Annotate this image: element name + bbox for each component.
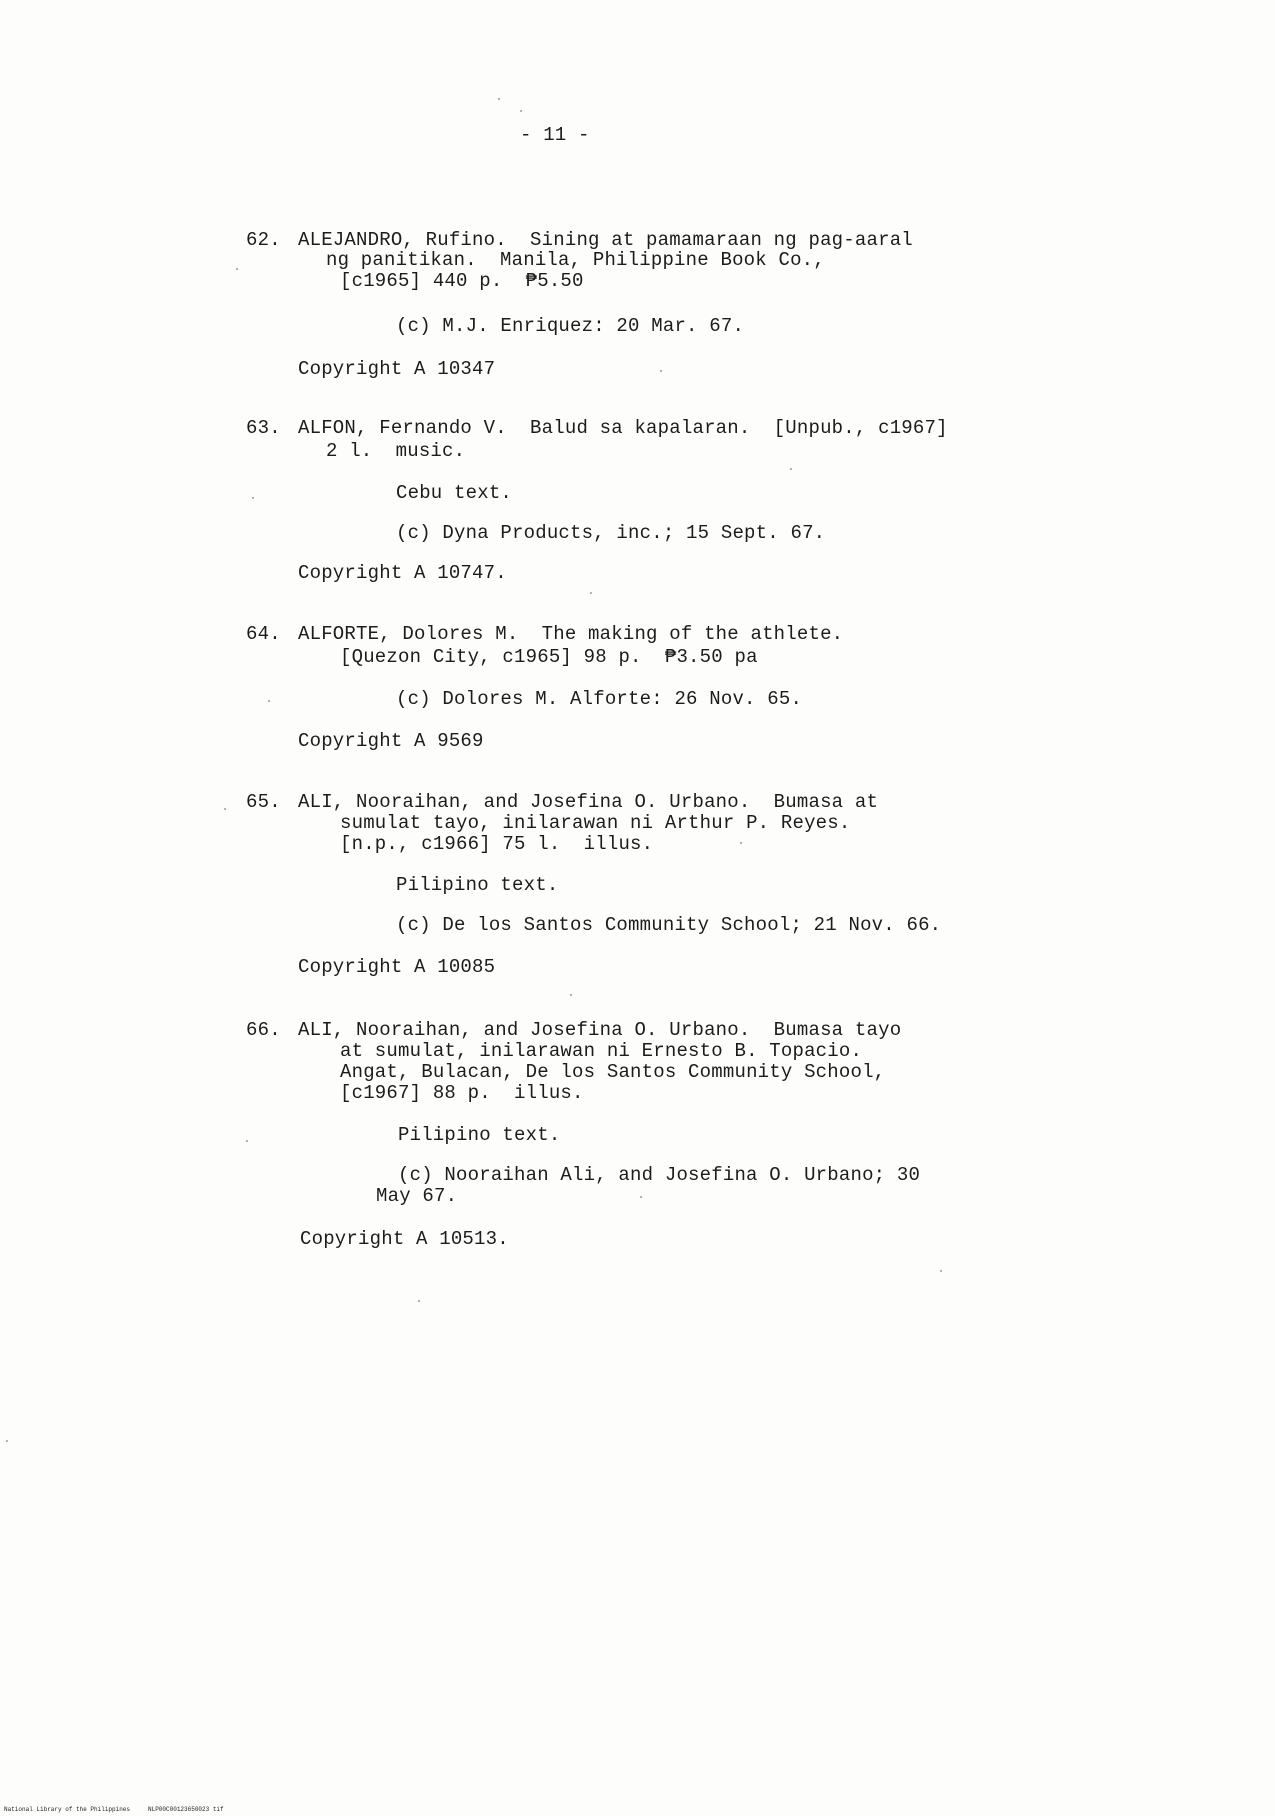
claimant-line: (c) M.J. Enriquez: 20 Mar. 67.	[396, 315, 745, 337]
entry-number: 64.	[246, 623, 281, 645]
entry-line: 2 l. music.	[326, 440, 466, 462]
claimant-line: (c) De los Santos Community School; 21 Nov. 66.	[396, 914, 942, 936]
entry-number: 62.	[246, 229, 281, 251]
entry-line: [Quezon City, c1965] 98 p. ₱3.50 pa	[340, 646, 758, 668]
note-line: Pilipino text.	[398, 1124, 561, 1146]
entry-line: ng panitikan. Manila, Philippine Book Co.,	[326, 249, 825, 271]
note-line: Pilipino text.	[396, 874, 559, 896]
copyright-number: Copyright A 10513.	[300, 1228, 509, 1250]
copyright-number: Copyright A 10347	[298, 358, 496, 380]
claimant-line: (c) Dyna Products, inc.; 15 Sept. 67.	[396, 522, 826, 544]
entry-line: ALEJANDRO, Rufino. Sining at pamamaraan ng pag-aaral	[298, 229, 913, 251]
copyright-number: Copyright A 9569	[298, 730, 484, 752]
note-line: Cebu text.	[396, 482, 513, 504]
scan-footer: National Library of the Philippines NLP00C00123650023 tif	[4, 1806, 224, 1813]
entry-line: ALFORTE, Dolores M. The making of the athlete.	[298, 623, 844, 645]
claimant-line: (c) Dolores M. Alforte: 26 Nov. 65.	[396, 688, 803, 710]
entry-line: [c1965] 440 p. ₱5.50	[340, 270, 584, 292]
entry-number: 65.	[246, 791, 281, 813]
entry-line: ALI, Nooraihan, and Josefina O. Urbano. Bumasa tayo	[298, 1019, 902, 1041]
copyright-number: Copyright A 10747.	[298, 562, 507, 584]
page-number: - 11 -	[520, 124, 590, 146]
entry-line: [n.p., c1966] 75 l. illus.	[340, 833, 654, 855]
entry-line: ALI, Nooraihan, and Josefina O. Urbano. Bumasa at	[298, 791, 879, 813]
entry-line: Angat, Bulacan, De los Santos Community School,	[340, 1061, 886, 1083]
claimant-line: (c) Nooraihan Ali, and Josefina O. Urbano; 30	[398, 1164, 921, 1186]
entry-number: 66.	[246, 1019, 281, 1041]
entry-line: ALFON, Fernando V. Balud sa kapalaran. [Unpub., c1967]	[298, 417, 948, 439]
copyright-number: Copyright A 10085	[298, 956, 496, 978]
claimant-line-continued: May 67.	[376, 1185, 458, 1207]
entry-line: sumulat tayo, inilarawan ni Arthur P. Reyes.	[340, 812, 851, 834]
entry-line: at sumulat, inilarawan ni Ernesto B. Topacio.	[340, 1040, 863, 1062]
entry-line: [c1967] 88 p. illus.	[340, 1082, 584, 1104]
entry-number: 63.	[246, 417, 281, 439]
